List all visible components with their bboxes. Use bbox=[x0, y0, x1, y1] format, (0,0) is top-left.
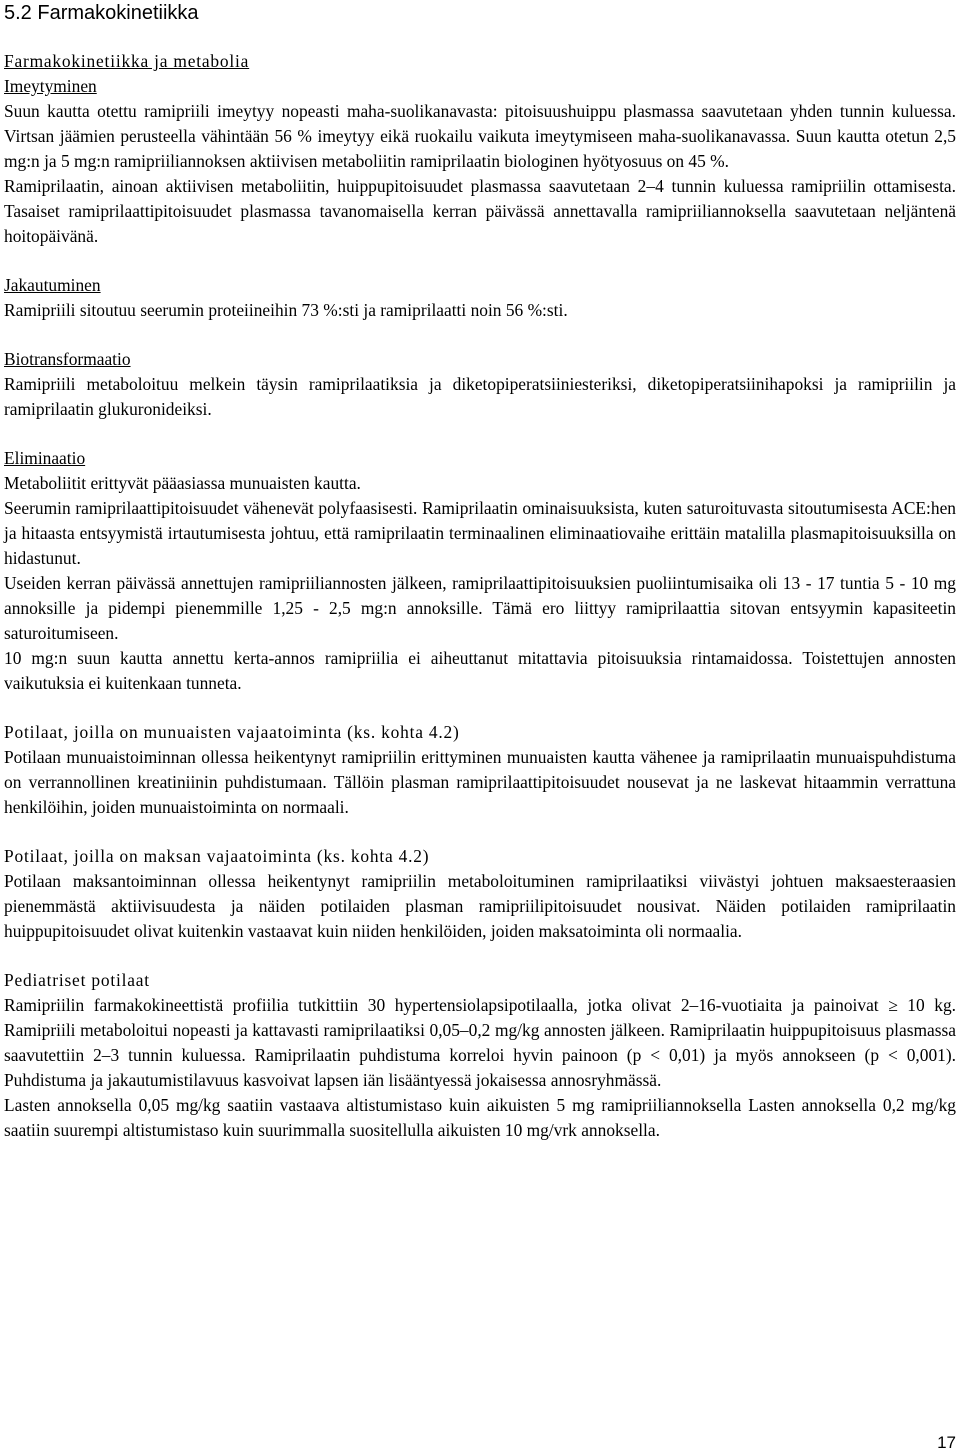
section-spacer bbox=[4, 944, 956, 968]
section-heading: Imeytyminen bbox=[4, 76, 97, 96]
section bbox=[4, 446, 956, 696]
page-number: 17 bbox=[937, 1433, 956, 1452]
document-body bbox=[4, 49, 956, 1143]
paragraph: Ramipriili sitoutuu seerumin proteiineihin 73 %:sti ja ramiprilaatti noin 56 %:sti. bbox=[4, 300, 568, 320]
section bbox=[4, 74, 956, 249]
section-heading: Jakautuminen bbox=[4, 275, 101, 295]
section-spacer bbox=[4, 696, 956, 720]
paragraph: Potilaan maksantoiminnan ollessa heikentynyt ramipriilin metaboloituminen ramiprilaatiksi viivästyi johtuen maksaesteraasien pienemmästä aktiivisuudesta ja näiden potilaiden plasman ramipriilipitoisuudet nousivat. Näiden potilaiden ramiprilaatin huippupitoisuudet olivat kuitenkin vastaavat kuin niiden henkilöiden, joiden maksatoiminta oli normaalia. bbox=[4, 871, 956, 941]
section-heading: Potilaat, joilla on munuaisten vajaatoiminta (ks. kohta 4.2) bbox=[4, 722, 460, 742]
section bbox=[4, 273, 956, 323]
section bbox=[4, 347, 956, 422]
paragraph: Useiden kerran päivässä annettujen ramipriiliannosten jälkeen, ramiprilaattipitoisuuksien puoliintumisaika oli 13 - 17 tuntia 5 - 10 mg annoksille ja pidempi pienemmille 1,25 - 2,5 mg:n annoksille. Tämä ero liittyy ramiprilaattia sitovan entsyymin kapasiteetin saturoitumiseen. bbox=[4, 573, 956, 643]
section bbox=[4, 844, 956, 944]
section-heading: Pediatriset potilaat bbox=[4, 970, 150, 990]
paragraph: Ramipriilin farmakokineettistä profiilia tutkittiin 30 hypertensiolapsipotilaalla, jotka olivat 2–16-vuotiaita ja painoivat ≥ 10 kg. Ramipriili metaboloitui nopeasti ja kattavasti ramiprilaatiksi 0,05–0,2 mg/kg annosten jälkeen. Ramiprilaatin huippupitoisuus plasmassa saavutettiin 2–3 tunnin kuluessa. Ramiprilaatin puhdistuma korreloi hyvin painoon (p < 0,01) ja myös annokseen (p < 0,001). Puhdistuma ja jakautumistilavuus kasvoivat lapsen iän lisääntyessä jokaisessa annosryhmässä. bbox=[4, 995, 956, 1090]
paragraph: Potilaan munuaistoiminnan ollessa heikentynyt ramipriilin erittyminen munuaisten kautta vähenee ja ramiprilaatin munuaispuhdistuma on verrannollinen kreatiniinin puhdistumaan. Tällöin plasman ramiprilaattipitoisuudet nousevat ja ne laskevat hitaammin verrattuna henkilöihin, joiden munuaistoiminta on normaali. bbox=[4, 747, 956, 817]
paragraph: Ramipriili metaboloituu melkein täysin ramiprilaatiksia ja diketopiperatsiiniesteriksi, diketopiperatsiinihapoksi ja ramipriilin ja ramiprilaatin glukuronideiksi. bbox=[4, 374, 956, 419]
section bbox=[4, 968, 956, 1143]
section-spacer bbox=[4, 323, 956, 347]
paragraph: Seerumin ramiprilaattipitoisuudet vähenevät polyfaasisesti. Ramiprilaatin ominaisuuksista, kuten saturoituvasta sitoutumisesta ACE:hen ja hitaasta entsyymistä irtautumisesta johtuu, että ramiprilaatin terminaalinen eliminaatiovaihe erittäin matalilla plasmapitoisuuksilla on hidastunut. bbox=[4, 498, 956, 568]
section-heading: Biotransformaatio bbox=[4, 349, 131, 369]
paragraph: Ramiprilaatin, ainoan aktiivisen metaboliitin, huippupitoisuudet plasmassa saavutetaan 2–4 tunnin kuluessa ramipriilin ottamisesta. Tasaiset ramiprilaattipitoisuudet plasmassa tavanomaisella kerran päivässä annettavalla ramipriiliannoksella saavutetaan neljäntenä hoitopäivänä. bbox=[4, 176, 956, 246]
section-heading: Potilaat, joilla on maksan vajaatoiminta (ks. kohta 4.2) bbox=[4, 846, 430, 866]
paragraph: Metaboliitit erittyvät pääasiassa munuaisten kautta. bbox=[4, 473, 361, 493]
section-spacer bbox=[4, 249, 956, 273]
section bbox=[4, 49, 956, 74]
section bbox=[4, 720, 956, 820]
page-title: 5.2 Farmakokinetiikka bbox=[4, 2, 199, 24]
paragraph: Suun kautta otettu ramipriili imeytyy nopeasti maha-suolikanavasta: pitoisuushuippu plasmassa saavutetaan yhden tunnin kuluessa. Virtsan jäämien perusteella vähintään 56 % imeytyy eikä ruokailu vaikuta imeytymiseen maha-suolikanavassa. Suun kautta otetun 2,5 mg:n ja 5 mg:n ramipriiliannoksen aktiivisen metaboliitin ramiprilaatin biologinen hyötyosuus on 45 %. bbox=[4, 101, 956, 171]
section-spacer bbox=[4, 820, 956, 844]
section-heading: Farmakokinetiikka ja metabolia bbox=[4, 51, 250, 71]
section-spacer bbox=[4, 422, 956, 446]
paragraph: 10 mg:n suun kautta annettu kerta-annos ramipriilia ei aiheuttanut mitattavia pitoisuuksia rintamaidossa. Toistettujen annosten vaikutuksia ei kuitenkaan tunneta. bbox=[4, 648, 956, 693]
paragraph: Lasten annoksella 0,05 mg/kg saatiin vastaava altistumistaso kuin aikuisten 5 mg ramipriiliannoksella Lasten annoksella 0,2 mg/kg saatiin suurempi altistumistaso kuin suurimmalla suositellulla aikuisten 10 mg/vrk annoksella. bbox=[4, 1095, 956, 1140]
section-heading: Eliminaatio bbox=[4, 448, 86, 468]
